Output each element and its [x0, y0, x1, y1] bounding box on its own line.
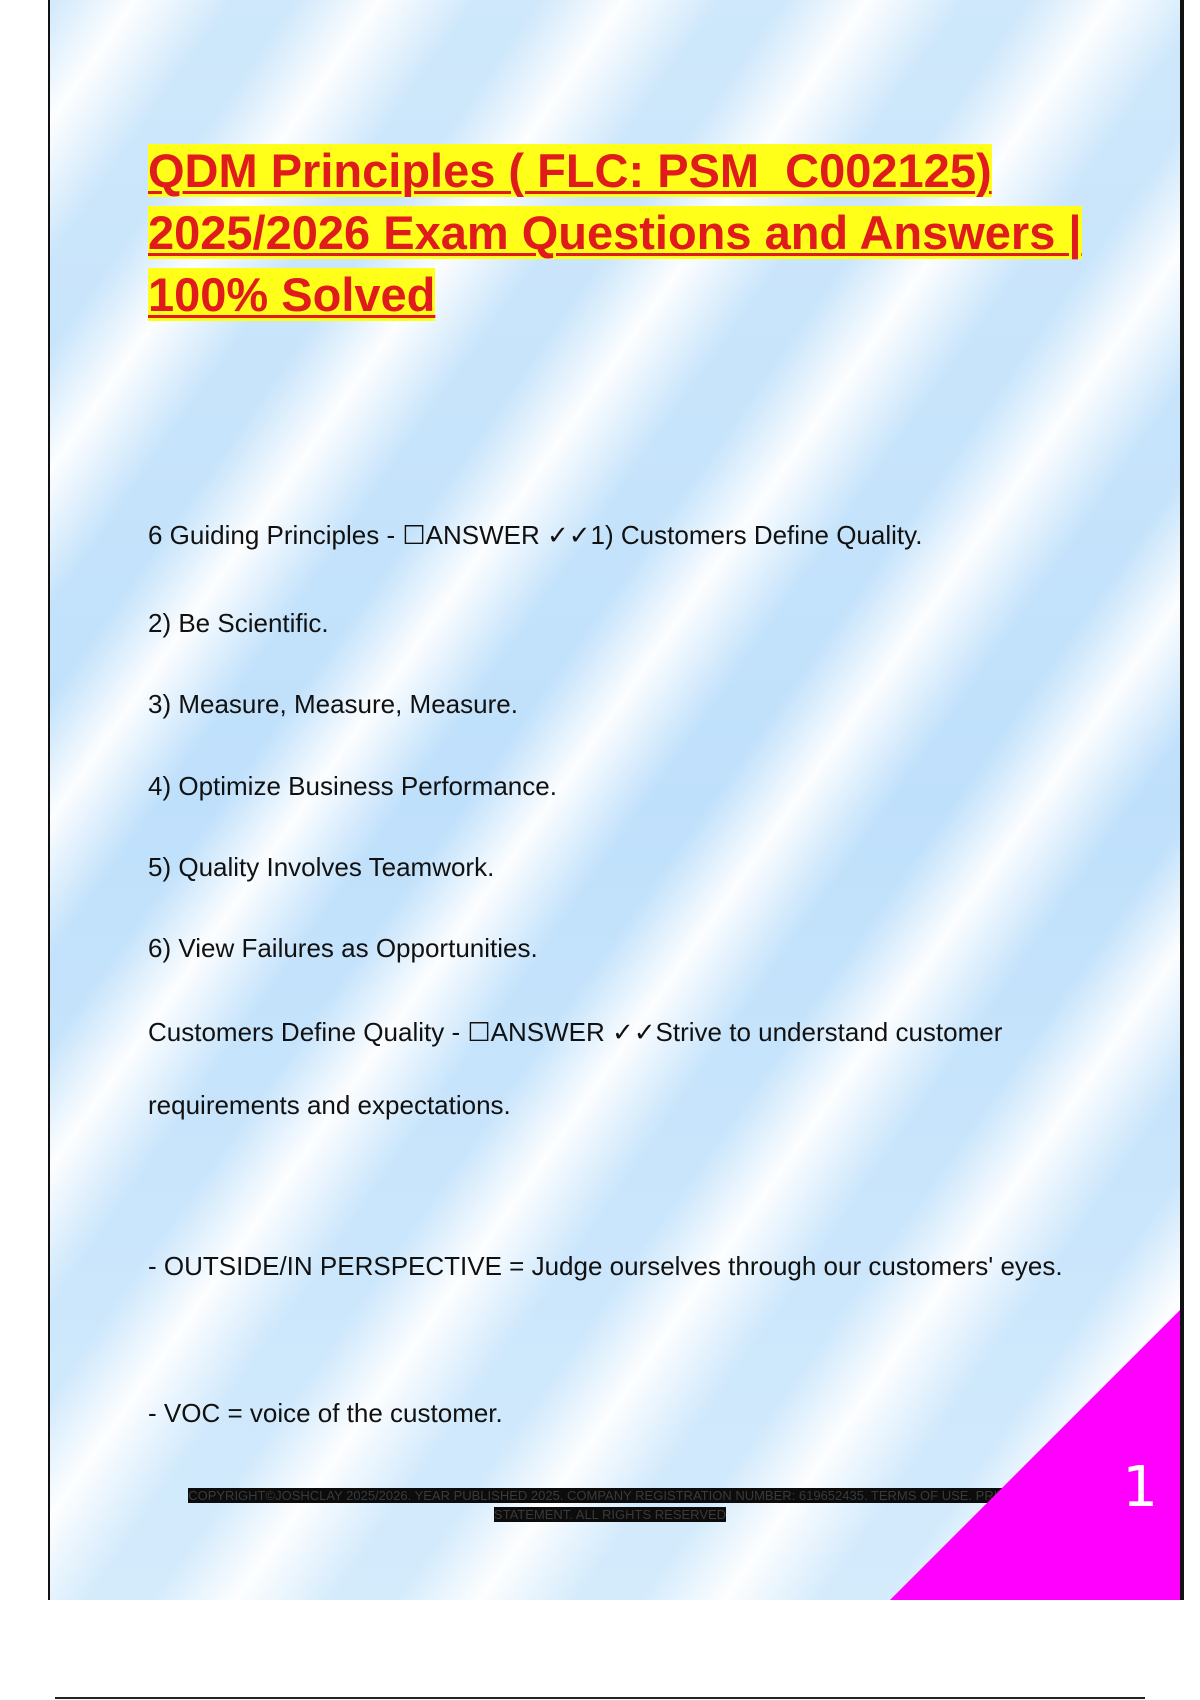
- document-title-text: QDM Principles ( FLC: PSM_C002125) 2025/2026 Exam Questions and Answers | 100% Solved: [148, 144, 1082, 321]
- paragraph-guiding-principles: 6 Guiding Principles - ☐ANSWER ✓✓1) Customers Define Quality.: [148, 520, 923, 550]
- paragraph-optimize: 4) Optimize Business Performance.: [148, 771, 557, 801]
- paragraph-be-scientific: 2) Be Scientific.: [148, 608, 329, 638]
- bottom-divider: [55, 1697, 1145, 1699]
- document-title: [148, 140, 1148, 326]
- paragraph-failures: 6) View Failures as Opportunities.: [148, 933, 538, 963]
- paragraph-measure: 3) Measure, Measure, Measure.: [148, 689, 518, 719]
- page-number: 1: [1122, 1455, 1158, 1520]
- paragraph-teamwork: 5) Quality Involves Teamwork.: [148, 852, 495, 882]
- paragraph-customers-define-quality: Customers Define Quality - ☐ANSWER ✓✓Strive to understand customer requirements and expectations.: [148, 1017, 1003, 1120]
- paragraph-voc: - VOC = voice of the customer.: [148, 1398, 503, 1428]
- paragraph-outside-in: - OUTSIDE/IN PERSPECTIVE = Judge ourselves through our customers' eyes.: [148, 1251, 1063, 1281]
- copyright-notice-text: COPYRIGHT©JOSHCLAY 2025/2026. YEAR PUBLISHED 2025. COMPANY REGISTRATION NUMBER: 619652435. TERMS OF USE. PRIVACY STATEMENT. ALL RIGHTS RESERVED: [188, 1488, 1032, 1522]
- document-page: [48, 0, 1184, 1600]
